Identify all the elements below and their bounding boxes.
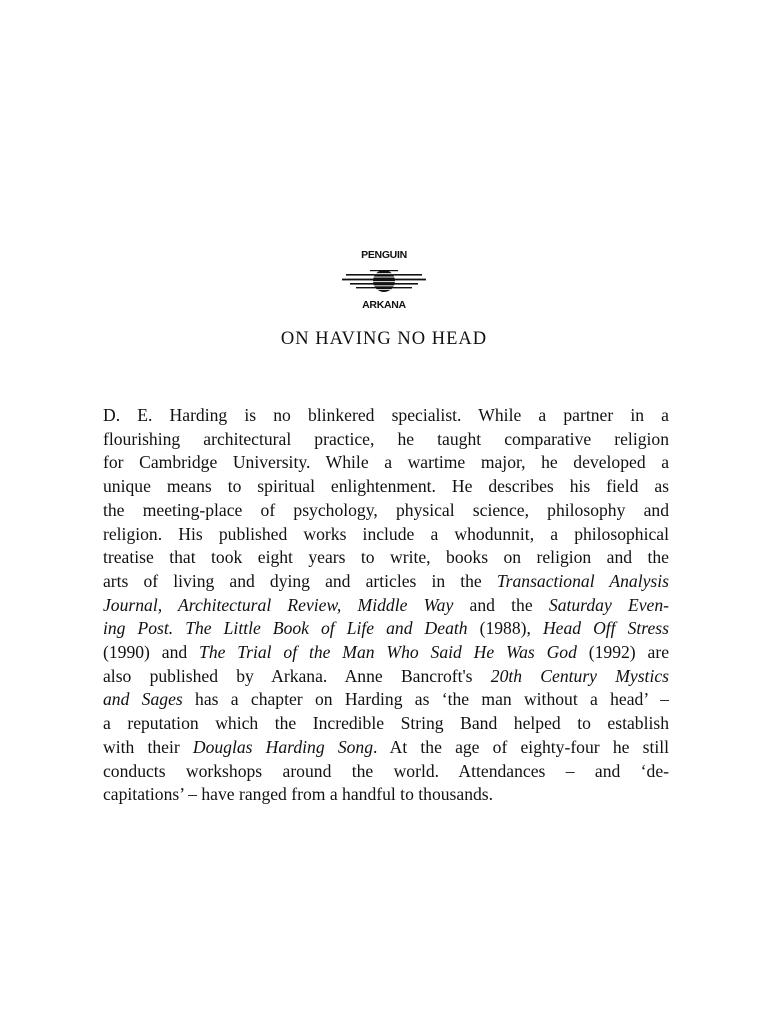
bio-line <box>103 736 669 760</box>
bio-text-run: conducts workshops around the world. Attendances – and ‘de- <box>103 760 669 781</box>
bio-text-run: D. E. Harding is no blinkered specialist. While a partner in a <box>103 405 669 425</box>
bio-italic-title: The Trial of the Man Who Said He Was God <box>199 642 577 663</box>
arkana-emblem-icon <box>340 264 428 298</box>
bio-line <box>103 475 669 499</box>
bio-line <box>103 499 669 523</box>
bio-line <box>103 451 669 475</box>
bio-text-run: for Cambridge University. While a wartime major, he developed a <box>103 452 669 473</box>
book-title: ON HAVING NO HEAD <box>280 329 488 349</box>
bio-line <box>103 570 669 594</box>
bio-text-run: with their <box>103 736 193 757</box>
bio-text-run: unique means to spiritual enlightenment. He describes his field as <box>103 476 669 497</box>
bio-italic-title: Head Off Stress <box>542 618 669 639</box>
bio-text-run: treatise that took eight years to write, books on religion and the <box>103 547 669 568</box>
bio-italic-title: ing Post. The Little Book of Life and Death <box>103 618 468 639</box>
bio-line <box>103 428 669 452</box>
bio-italic-title: Saturday Even- <box>548 594 670 615</box>
bio-text-run: (1990) and <box>103 642 200 663</box>
bio-line <box>103 523 669 547</box>
bio-italic-title: Douglas Harding Song <box>192 736 374 757</box>
bio-text-run: flourishing architectural practice, he taught comparative religion <box>103 428 669 449</box>
bio-text-run: capitations’ – have ranged from a handful to thousands. <box>103 784 494 805</box>
bio-text-run: and the <box>453 594 549 615</box>
bio-line <box>103 546 669 570</box>
bio-line <box>103 665 669 689</box>
bio-italic-title: Journal, Architectural Review, Middle Way <box>103 594 454 615</box>
bio-line <box>103 404 669 428</box>
bio-text-run: (1988), <box>467 618 543 639</box>
bio-line <box>103 641 669 665</box>
penguin-arkana-logo <box>334 248 434 314</box>
bio-line <box>103 712 669 736</box>
bio-line <box>103 783 669 807</box>
bio-line <box>103 760 669 784</box>
logo-imprint-name: ARKANA <box>362 299 406 311</box>
bio-text-run: also published by Arkana. Anne Bancroft's <box>103 665 491 686</box>
bio-text-run: . At the age of eighty-four he still <box>373 736 669 757</box>
bio-text-run: a reputation which the Incredible String Band helped to establish <box>103 713 669 734</box>
bio-text-run: has a chapter on Harding as ‘the man without a head’ – <box>182 689 669 710</box>
bio-text-run: religion. His published works include a whodunnit, a philosophical <box>103 523 669 544</box>
logo-publisher-name: PENGUIN <box>361 249 407 261</box>
bio-italic-title: Transactional Analysis <box>496 570 669 591</box>
bio-line <box>103 688 669 712</box>
bio-italic-title: and Sages <box>103 689 183 710</box>
bio-text-run: the meeting-place of psychology, physical science, philosophy and <box>103 499 669 520</box>
bio-line <box>103 594 669 618</box>
bio-italic-title: 20th Century Mystics <box>490 665 669 686</box>
bio-text-run: arts of living and dying and articles in the <box>103 570 497 591</box>
bio-text-run: (1992) are <box>576 642 669 663</box>
author-biography <box>103 404 669 807</box>
bio-line <box>103 617 669 641</box>
